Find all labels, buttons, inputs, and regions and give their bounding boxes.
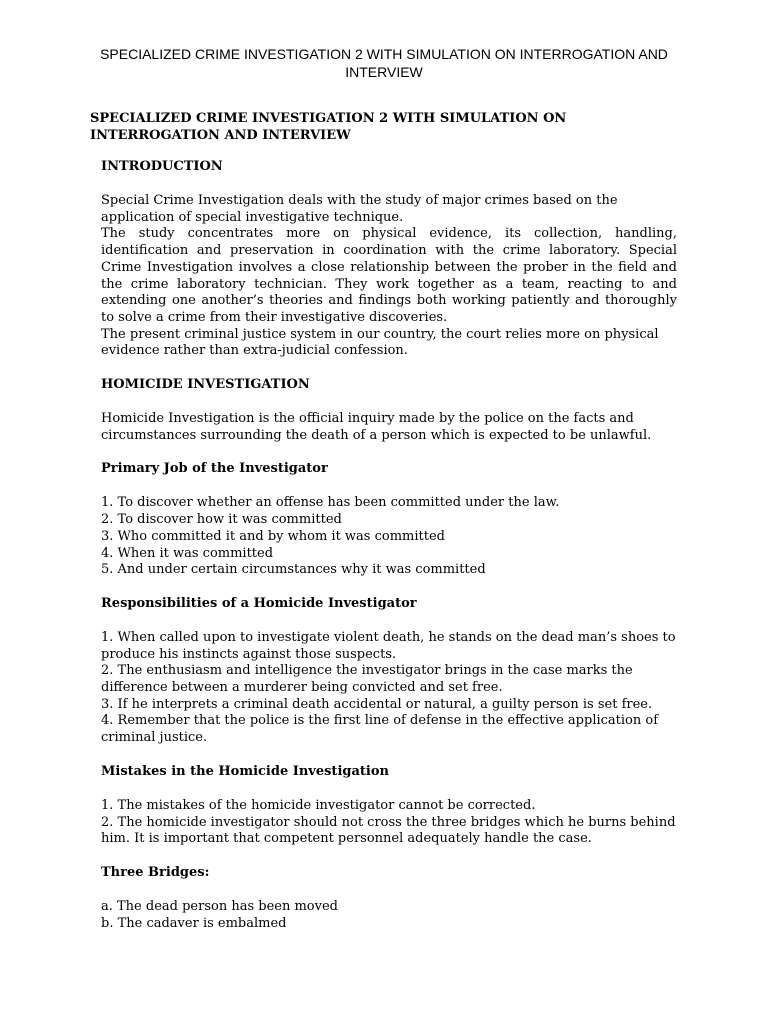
list-item: 1. When called upon to investigate violent death, he stands on the dead man’s shoes to produce his instincts against those suspects. — [101, 629, 676, 662]
responsibilities-section — [101, 596, 677, 747]
primary-job-list — [101, 495, 677, 579]
introduction-paragraph-1: Special Crime Investigation deals with the study of major crimes based on the application of special investigative technique. — [101, 193, 618, 225]
running-header: SPECIALIZED CRIME INVESTIGATION 2 WITH SIMULATION ON INTERROGATION AND INTERVIEW — [100, 46, 668, 80]
introduction-heading: INTRODUCTION — [101, 159, 223, 174]
homicide-heading: HOMICIDE INVESTIGATION — [101, 377, 310, 393]
bridges-section — [101, 865, 677, 932]
introduction-paragraph-2: The study concentrates more on physical evidence, its collection, handling, identification and preservation in coordination with the crime laboratory. Special Crime Investigation involves a close relationship between the prober in the field and the crime laboratory technician. They work together as a team, reacting to and extending one another’s theories and findings both working patiently and thoroughly to solve a crime from their investigative discoveries. — [101, 226, 677, 325]
list-item: 3. If he interprets a criminal death accidental or natural, a guilty person is set free. — [101, 696, 653, 712]
homicide-paragraph: Homicide Investigation is the official inquiry made by the police on the facts and circumstances surrounding the death of a person which is expected to be unlawful. — [101, 411, 652, 443]
responsibilities-list — [101, 630, 677, 747]
list-item: 3. Who committed it and by whom it was committed — [101, 528, 445, 544]
responsibilities-heading: Responsibilities of a Homicide Investigator — [101, 595, 417, 611]
primary-job-section — [101, 461, 677, 579]
bridges-list — [101, 899, 677, 932]
list-item: b. The cadaver is embalmed — [101, 915, 287, 931]
list-item: 4. Remember that the police is the first line of defense in the effective application of criminal justice. — [101, 713, 659, 746]
list-item: 1. To discover whether an offense has been committed under the law. — [101, 495, 560, 511]
document-title-line-1: SPECIALIZED CRIME INVESTIGATION 2 WITH SIMULATION ON — [90, 111, 567, 126]
list-item: 2. To discover how it was committed — [101, 512, 342, 528]
list-item: 4. When it was committed — [101, 545, 274, 561]
bridges-heading: Three Bridges: — [101, 864, 210, 880]
mistakes-section — [101, 764, 677, 848]
list-item: a. The dead person has been moved — [101, 898, 338, 914]
list-item: 5. And under certain circumstances why it was committed — [101, 562, 486, 578]
document-body — [101, 159, 677, 949]
mistakes-list — [101, 798, 677, 848]
homicide-section — [101, 377, 677, 444]
primary-job-heading: Primary Job of the Investigator — [101, 461, 328, 477]
introduction-text — [101, 193, 677, 360]
list-item: 2. The enthusiasm and intelligence the investigator brings in the case marks the difference between a murderer being convicted and set free. — [101, 663, 633, 696]
homicide-text — [101, 411, 677, 444]
document-title — [90, 110, 590, 144]
document-title-line-2: INTERROGATION AND INTERVIEW — [90, 128, 351, 143]
list-item: 1. The mistakes of the homicide investigator cannot be corrected. — [101, 797, 536, 813]
introduction-paragraph-3: The present criminal justice system in our country, the court relies more on physical evidence rather than extra-judicial confession. — [101, 326, 659, 359]
introduction-section — [101, 159, 677, 360]
list-item: 2. The homicide investigator should not cross the three bridges which he burns behind him. It is important that competent personnel adequately handle the case. — [101, 814, 676, 847]
mistakes-heading: Mistakes in the Homicide Investigation — [101, 763, 389, 779]
